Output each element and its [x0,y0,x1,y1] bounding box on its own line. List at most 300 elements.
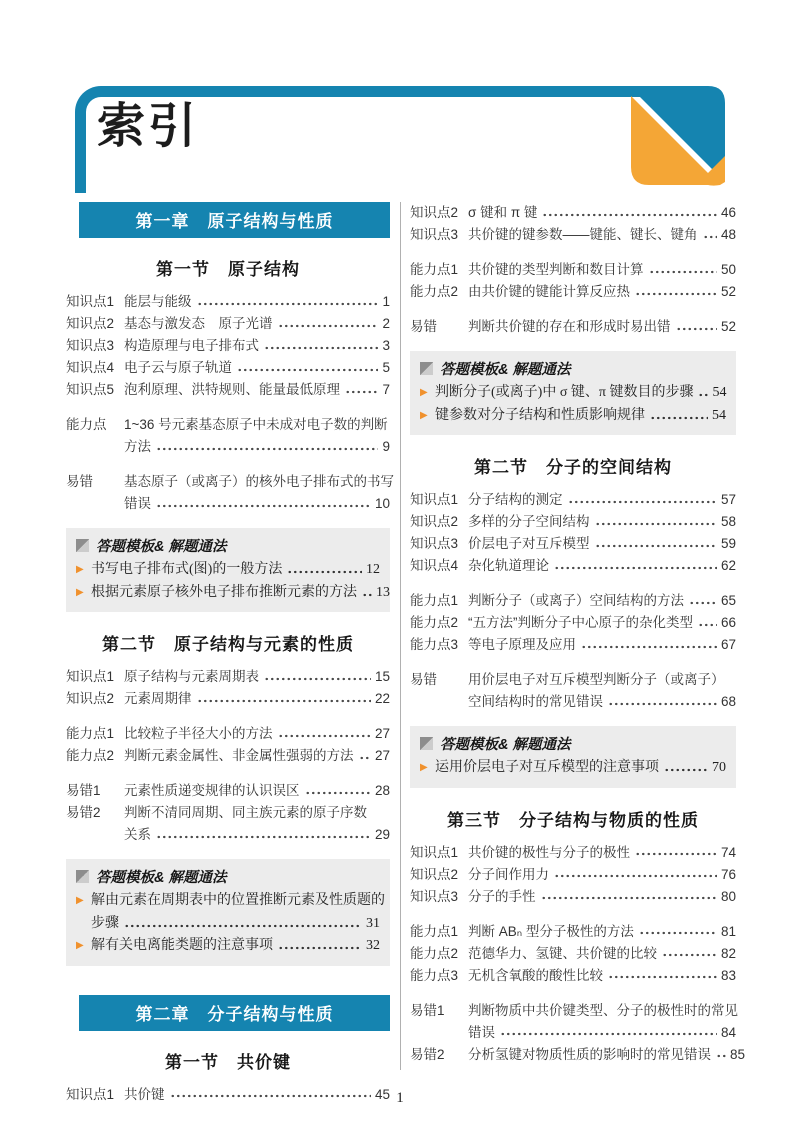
entry-lines [468,533,736,555]
page-number-ref: 9 [382,439,390,454]
toc-line [468,1044,746,1066]
template-box-title: 答题模板& 解题通法 [440,362,571,378]
toc-line [468,316,736,338]
page-number-ref: 66 [720,615,736,630]
toc-line [124,493,390,515]
entry-lines [124,780,390,802]
page-number-ref: 27 [374,726,390,741]
entry-text: 共价键的极性与分子的极性 [468,844,630,860]
entry-lines [124,688,390,710]
toc-line [124,745,390,767]
entry-label: 知识点2 [66,316,115,331]
toc-line [124,471,394,493]
entry-text: 元素周期律 [124,691,192,706]
toc-entry [410,590,736,612]
entry-text: σ 键和 π 键 [468,205,538,220]
template-box-item [420,757,726,780]
dot-leader [359,745,371,767]
entry-label: 知识点3 [410,536,459,551]
entry-label: 知识点2 [66,691,115,706]
entry-lines [91,559,380,582]
page-number-ref: 76 [720,866,736,882]
entry-text: 构造原理与电子排布式 [124,338,259,353]
toc-entry [66,723,390,745]
toc-entry [66,357,390,379]
entry-lines [91,890,385,935]
entry-text: 价层电子对互斥模型 [468,536,590,551]
bullet-triangle-icon: ▶ [420,387,428,398]
template-box-header [76,535,380,556]
entry-label: 能力点2 [410,945,459,961]
entry-label: 知识点1 [66,294,115,309]
entry-label: 知识点4 [410,558,459,573]
page-number-ref: 52 [720,319,736,334]
template-box-header [420,358,726,379]
entry-lines [468,669,736,713]
entry-text: 原子结构与元素周期表 [124,669,259,684]
toc-line [468,1022,736,1044]
dot-leader [608,965,717,987]
entry-text: 判断分子(或离子)中 σ 键、π 键数目的步骤 [435,385,694,400]
toc-entry [66,313,390,335]
page-number-ref: 13 [376,584,390,600]
entry-label: 知识点2 [410,514,459,529]
bullet-triangle-icon: ▶ [76,564,84,575]
page-number-ref: 85 [730,1046,746,1062]
entry-label: 能力点1 [410,593,459,608]
toc-line [468,202,736,224]
entry-text: 范德华力、氢键、共价键的比较 [468,945,657,961]
dot-leader [197,291,379,313]
entry-text: 错误 [124,496,151,511]
toc-entry [410,965,736,987]
toc-line [468,1000,736,1022]
entry-label: 知识点5 [66,382,115,397]
entry-lines [468,634,736,656]
dot-leader [197,688,371,710]
dot-leader [541,886,717,908]
toc-line [468,921,736,943]
toc-entry [410,1044,746,1066]
entry-lines [124,745,390,767]
dot-leader [635,842,717,864]
dot-leader [703,224,717,246]
column-divider [400,202,401,1070]
entry-text: 根据元素原子核外电子排布推断元素的方法 [91,584,357,600]
page-number-ref: 46 [720,205,736,220]
toc-line [435,405,726,428]
template-box [66,528,390,612]
template-box [410,726,736,788]
toc-line [468,224,736,246]
dot-leader [156,493,371,515]
toc-entry [410,1000,736,1044]
toc-line [124,666,390,688]
dot-leader [287,559,362,582]
toc-line [91,913,380,936]
corner-fold-icon [629,86,726,187]
page-number-ref: 74 [720,844,736,860]
entry-label: 能力点2 [410,284,459,299]
section-heading: 第三节 分子结构与物质的性质 [447,810,699,830]
page-number-ref: 84 [720,1024,736,1040]
toc-line [91,935,380,958]
entry-label: 易错 [410,319,437,334]
entry-text: 用价层电子对互斥模型判断分子（或离子） [468,672,725,687]
toc-line [124,313,390,335]
template-box [66,859,390,966]
entry-text: 分子的手性 [468,888,536,904]
entry-label: 知识点4 [66,360,115,375]
entry-label: 能力点2 [410,615,459,630]
dot-leader [554,864,717,886]
toc-line [124,357,390,379]
page-number-ref: 2 [382,316,390,331]
toc-line [468,612,736,634]
toc-entry [410,943,736,965]
dot-leader [689,590,717,612]
toc-line [468,886,736,908]
entry-lines [124,379,390,401]
entry-text: 判断共价键的存在和形成时易出错 [468,319,671,334]
toc-entry [410,921,736,943]
entry-label: 易错 [410,672,437,687]
toc-entry [410,533,736,555]
entry-text: 键参数对分子结构和性质影响规律 [435,407,645,423]
toc-line [468,864,736,886]
toc-entry [410,202,736,224]
entry-lines [124,666,390,688]
entry-text: 分子间作用力 [468,866,549,882]
entry-text: 多样的分子空间结构 [468,514,590,529]
toc-entry [66,335,390,357]
entry-text: 判断元素金属性、非金属性强弱的方法 [124,748,354,763]
entry-lines [124,414,390,458]
page-number-ref: 81 [720,923,736,939]
dot-leader [595,511,717,533]
section-heading: 第一节 共价键 [165,1052,291,1072]
entry-text: 判断分子（或离子）空间结构的方法 [468,593,684,608]
entry-text: “五方法”判断分子中心原子的杂化类型 [468,615,693,630]
entry-lines [468,943,736,965]
entry-label: 能力点3 [410,967,459,983]
entry-lines [124,313,390,335]
template-box-title: 答题模板& 解题通法 [96,539,227,555]
toc-line [468,489,736,511]
chapter-heading: 第二章 分子结构与性质 [79,995,390,1031]
bullet-triangle-icon: ▶ [420,762,428,773]
page-number-ref: 59 [720,536,736,551]
toc-line [91,582,390,605]
entry-text: 杂化轨道理论 [468,558,549,573]
entry-text: 元素性质递变规律的认识误区 [124,783,300,798]
entry-text: 方法 [124,439,151,454]
entry-lines [124,291,390,313]
toc-line [124,780,390,802]
template-box-title: 答题模板& 解题通法 [440,737,571,753]
page-number-ref: 54 [712,385,727,400]
dot-leader [362,582,372,605]
bullet-triangle-icon: ▶ [76,895,84,906]
template-box-header [420,733,726,754]
toc-entry [66,780,390,802]
dot-leader [237,357,378,379]
entry-lines [91,935,380,958]
entry-lines [468,511,736,533]
entry-lines [468,842,736,864]
page-number-ref: 50 [720,262,736,277]
page-number-ref: 67 [720,637,736,652]
toc-line [468,634,736,656]
toc-entry [410,864,736,886]
entry-lines [468,259,736,281]
page-number-ref: 1 [382,294,390,309]
right-column [410,202,746,1070]
template-box-item [420,382,726,405]
dot-leader [500,1022,717,1044]
template-box-item [76,559,380,582]
entry-text: 运用价层电子对互斥模型的注意事项 [435,760,659,775]
entry-lines [468,281,736,303]
template-box-item [76,582,390,605]
page-number: 1 [396,1090,404,1106]
toc-line [468,669,736,691]
page-number-ref: 48 [720,227,736,242]
toc-entry [66,291,390,313]
dot-leader [581,634,717,656]
entry-text: 基态与激发态 原子光谱 [124,316,273,331]
template-box-item [420,405,726,428]
dot-leader [124,913,362,936]
page-number-ref: 22 [374,691,390,706]
page-number-ref: 52 [720,284,736,299]
entry-text: 由共价键的键能计算反应热 [468,284,630,299]
toc-entry [66,745,390,767]
toc-entry [410,612,736,634]
page-number-ref: 65 [720,593,736,608]
toc-entry [66,666,390,688]
template-box-item [76,935,380,958]
page-number-ref: 29 [374,827,390,842]
page-number-ref: 12 [366,562,380,577]
page-number-ref: 83 [720,967,736,983]
page-number-ref: 82 [720,945,736,961]
dot-leader [345,379,378,401]
entry-text: 基态原子（或离子）的核外电子排布式的书写 [124,474,394,489]
dot-leader [664,757,708,780]
split-square-icon [76,870,89,883]
toc-line [91,559,380,582]
toc-line [468,590,736,612]
chapter-heading: 第一章 原子结构与性质 [79,202,390,238]
entry-text: 书写电子排布式(图)的一般方法 [91,562,283,577]
page-number-ref: 7 [382,382,390,397]
entry-text: 步骤 [91,915,119,931]
entry-label: 知识点3 [410,227,459,242]
section-heading: 第二节 分子的空间结构 [474,458,672,477]
toc-columns [66,202,746,1102]
toc-entry [410,886,736,908]
page-number-ref: 28 [374,783,390,798]
dot-leader [649,259,717,281]
dot-leader [635,281,717,303]
entry-text: 等电子原理及应用 [468,637,576,652]
entry-text: 判断不清同周期、同主族元素的原子序数 [124,805,367,820]
dot-leader [278,313,379,335]
entry-lines [468,1044,746,1066]
toc-entry [410,224,736,246]
dot-leader [608,691,717,713]
entry-label: 能力点1 [410,923,459,939]
dot-leader [278,935,362,958]
toc-entry [410,281,736,303]
entry-lines [468,224,736,246]
dot-leader [156,436,378,458]
page-number-ref: 10 [374,496,390,511]
entry-text: 共价键的键参数——键能、键长、键角 [468,227,698,242]
entry-lines [468,1000,736,1044]
entry-label: 易错1 [410,1002,445,1018]
entry-lines [435,757,726,780]
toc-line [124,335,390,357]
toc-line [468,533,736,555]
page-number-ref: 80 [720,888,736,904]
entry-lines [468,555,736,577]
entry-text: 判断 ABₙ 型分子极性的方法 [468,923,634,939]
entry-lines [124,357,390,379]
dot-leader [698,382,708,405]
section-heading: 第二节 原子结构与元素的性质 [102,635,354,654]
entry-text: 解由元素在周期表中的位置推断元素及性质题的 [91,893,385,908]
toc-line [468,555,736,577]
entry-text: 无机含氧酸的酸性比较 [468,967,603,983]
entry-text: 错误 [468,1024,495,1040]
entry-label: 能力点3 [410,637,459,652]
entry-text: 泡利原理、洪特规则、能量最低原理 [124,382,340,397]
bullet-triangle-icon: ▶ [420,409,428,421]
dot-leader [639,921,717,943]
entry-text: 1~36 号元素基态原子中未成对电子数的判断 [124,417,388,432]
page-title: 索引 [97,100,200,153]
entry-lines [468,590,736,612]
toc-line [468,943,736,965]
entry-lines [124,802,390,846]
split-square-icon [420,737,433,750]
toc-line [468,259,736,281]
dot-leader [264,335,378,357]
dot-leader [698,612,717,634]
entry-label: 知识点1 [66,1086,115,1102]
entry-label: 知识点3 [66,338,115,353]
entry-label: 能力点2 [66,748,115,763]
toc-line [468,281,736,303]
toc-line [124,723,390,745]
toc-line [124,824,390,846]
entry-lines [468,316,736,338]
entry-text: 分子结构的测定 [468,492,563,507]
entry-label: 知识点1 [410,492,459,507]
split-square-icon [420,362,433,375]
dot-leader [676,316,717,338]
dot-leader [595,533,717,555]
toc-entry [410,634,736,656]
entry-lines [91,582,390,605]
template-box-title: 答题模板& 解题通法 [96,870,227,886]
toc-entry [66,471,394,515]
template-box [410,351,736,435]
dot-leader [264,666,371,688]
entry-text: 分析氢键对物质性质的影响时的常见错误 [468,1046,711,1062]
page-number-ref: 31 [366,915,380,931]
toc-line [91,890,385,913]
toc-line [468,842,736,864]
dot-leader [278,723,371,745]
entry-label: 知识点1 [66,669,115,684]
toc-line [124,379,390,401]
entry-label: 知识点1 [410,844,459,860]
page-number-ref: 58 [720,514,736,529]
toc-entry [66,688,390,710]
page-number-ref: 57 [720,492,736,507]
entry-text: 判断物质中共价键类型、分子的极性时的常见 [468,1002,738,1018]
dot-leader [542,202,717,224]
entry-lines [124,723,390,745]
toc-line [435,382,726,405]
dot-leader [554,555,717,577]
page-number-ref: 5 [382,360,390,375]
entry-label: 能力点 [66,417,107,432]
toc-line [468,691,736,713]
split-square-icon [76,539,89,552]
toc-entry [410,669,736,713]
entry-lines [124,335,390,357]
dot-leader [305,780,371,802]
dot-leader [568,489,717,511]
toc-entry [66,379,390,401]
entry-lines [468,886,736,908]
entry-lines [468,921,736,943]
section-heading: 第一节 原子结构 [156,260,300,279]
entry-label: 易错 [66,474,93,489]
page-number-ref: 32 [366,938,380,953]
page-number-ref: 27 [374,748,390,763]
entry-text: 空间结构时的常见错误 [468,694,603,709]
entry-text: 共价键的类型判断和数目计算 [468,262,644,277]
template-box-header [76,866,380,887]
toc-line [468,511,736,533]
page-number-ref: 62 [720,558,736,573]
entry-label: 能力点1 [410,262,459,277]
page-number-ref: 15 [374,669,390,684]
toc-line [124,436,390,458]
dot-leader [716,1044,726,1066]
entry-text: 解有关电离能类题的注意事项 [91,938,273,953]
entry-text: 关系 [124,827,151,842]
entry-label: 易错1 [66,783,101,798]
entry-lines [124,471,394,515]
page-number-ref: 54 [712,407,726,423]
template-box-item [76,890,385,935]
toc-line [124,414,390,436]
dot-leader [662,943,717,965]
entry-text: 共价键 [124,1086,165,1102]
entry-label: 知识点3 [410,888,459,904]
bullet-triangle-icon: ▶ [76,586,84,598]
toc-line [124,802,390,824]
entry-lines [468,965,736,987]
entry-text: 比较粒子半径大小的方法 [124,726,273,741]
entry-text: 电子云与原子轨道 [124,360,232,375]
